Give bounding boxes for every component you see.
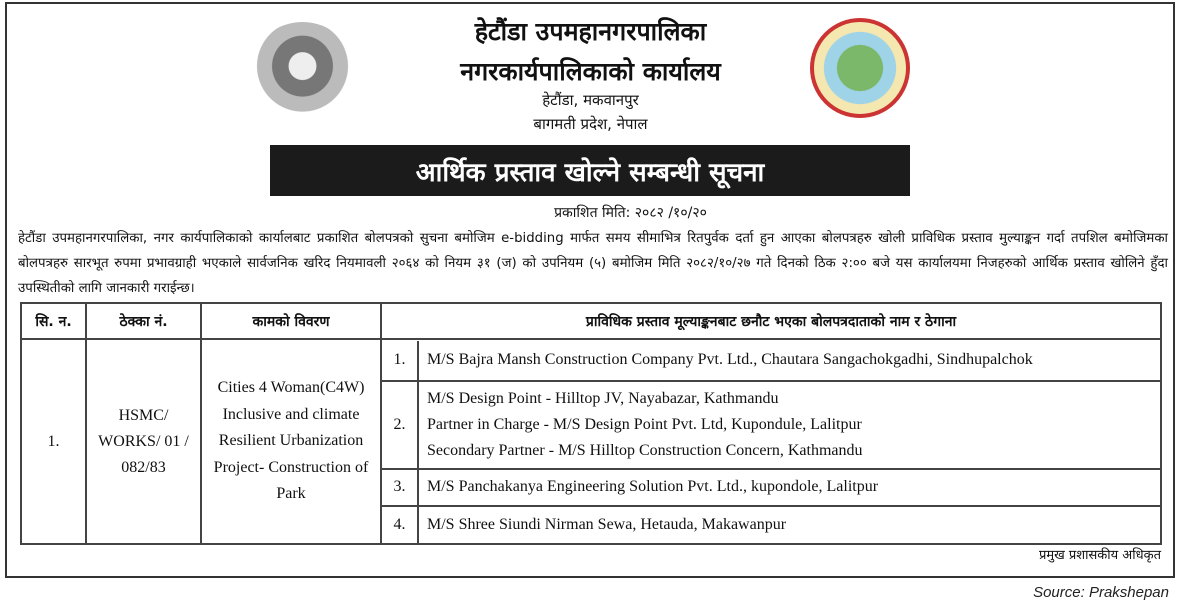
office-title: हेटौंडा उपमहानगरपालिका xyxy=(474,17,707,46)
address-line-1: हेटौंडा, मकवानपुर xyxy=(542,91,639,109)
bidder-line: M/S Shree Siundi Nirman Sewa, Hetauda, Makawanpur xyxy=(427,515,787,533)
header-bidders: प्राविधिक प्रस्ताव मूल्याङ्कनबाट छनौट भएका बोलपत्रदाताको नाम र ठेगाना xyxy=(381,303,1161,339)
bidder-number: 1. xyxy=(382,341,418,381)
bidder-line: M/S Panchakanya Engineering Solution Pvt. Ltd., kupondole, Lalitpur xyxy=(427,478,879,495)
bidder-row xyxy=(382,469,1160,506)
table-header-row xyxy=(21,303,1161,339)
cell-bidders xyxy=(381,339,1161,544)
published-date: प्रकाशित मिति: २०८२ /१०/२० xyxy=(554,205,707,221)
bidders-list xyxy=(382,341,1160,543)
bidder-row xyxy=(382,381,1160,469)
header-description: कामको विवरण xyxy=(201,303,381,339)
bidder-row xyxy=(382,506,1160,543)
bidder-details xyxy=(418,469,1160,506)
bidders-table xyxy=(20,302,1162,545)
header-contract-no: ठेक्का नं. xyxy=(86,303,201,339)
cell-contract-no: HSMC/ WORKS/ 01 / 082/83 xyxy=(86,339,201,544)
table-row xyxy=(21,339,1161,544)
bidder-number: 2. xyxy=(382,381,418,469)
bidder-details xyxy=(418,381,1160,469)
signature-title: प्रमुख प्रशासकीय अधिकृत xyxy=(1038,548,1161,563)
bidder-line: Secondary Partner - M/S Hilltop Construction Concern, Kathmandu xyxy=(427,441,863,459)
bidder-number: 4. xyxy=(382,506,418,543)
bidder-number: 3. xyxy=(382,469,418,506)
office-subtitle: नगरकार्यपालिकाको कार्यालय xyxy=(460,57,721,86)
cell-description: Cities 4 Woman(C4W) Inclusive and climate Resilient Urbanization Project- Construction of Park xyxy=(201,339,381,544)
source-credit: Source: Prakshepan xyxy=(1033,584,1169,601)
address-line-2: बागमती प्रदेश, नेपाल xyxy=(533,115,648,133)
header-sn: सि. न. xyxy=(21,303,86,339)
bidder-row xyxy=(382,341,1160,381)
bidder-details xyxy=(418,506,1160,543)
notice-heading: आर्थिक प्रस्ताव खोल्ने सम्बन्धी सूचना xyxy=(270,145,910,196)
bidder-line: M/S Bajra Mansh Construction Company Pvt. Ltd., Chautara Sangachokgadhi, Sindhupalchok xyxy=(427,351,1033,368)
bidder-line: M/S Design Point - Hilltop JV, Nayabazar, Kathmandu xyxy=(427,389,779,407)
bidder-details xyxy=(418,341,1160,381)
notice-paragraph: हेटौंडा उपमहानगरपालिका, नगर कार्यपालिकाको कार्यालबाट प्रकाशित बोलपत्रको सुचना बमोजिम e-bidding मार्फत समय सीमाभित्र रितपुर्वक दर्ता हुन आएका बोलपत्रहरु खोली प्राविधिक प्रस्ताव मुल्याङ्कन गर्दा तपशिल बमोजिमका बोलपत्रहरु सारभूत रुपमा प्रभावग्राही भएकाले सार्वजनिक खरिद नियमावली २०६४ को नियम ३१ (ज) को उपनियम (५) बमोजिम मिति २०८२/१०/२७ गते दिनको ठिक २:०० बजे यस कार्यालयमा निजहरुको आर्थिक प्रस्ताव खोलिने हुँदा उपस्थितीको लागि जानकारी गराईन्छ। xyxy=(18,231,1168,296)
bidder-line: Partner in Charge - M/S Design Point Pvt. Ltd, Kupondule, Lalitpur xyxy=(427,415,862,433)
cell-sn: 1. xyxy=(21,339,86,544)
